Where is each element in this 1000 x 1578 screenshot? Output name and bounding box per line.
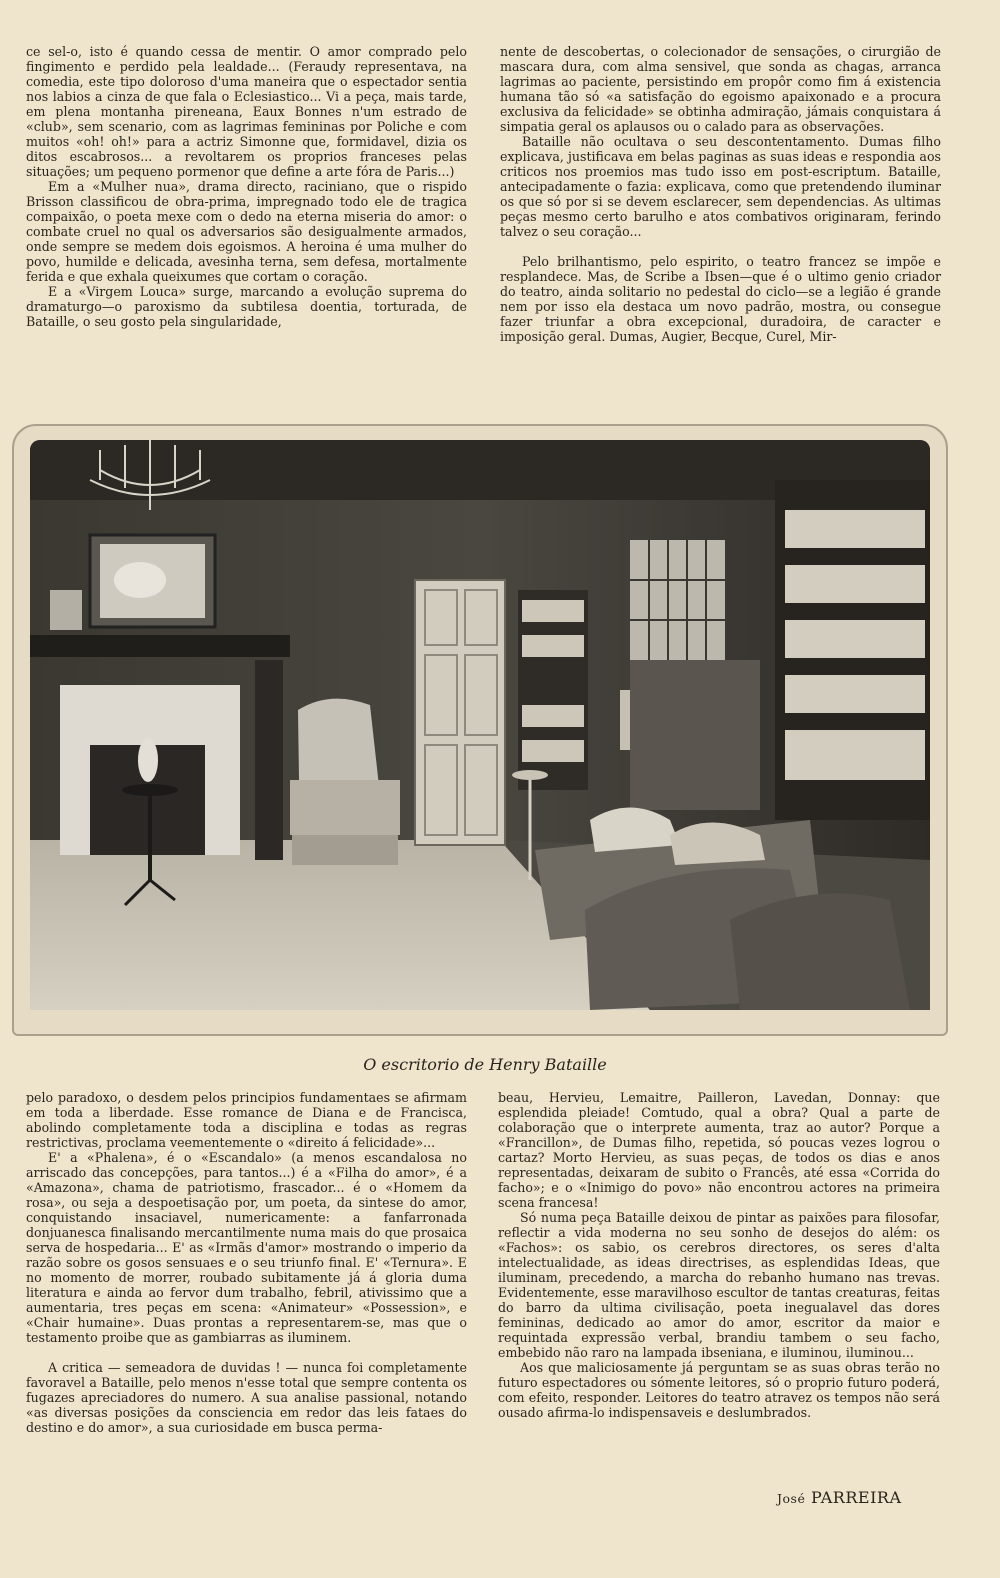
column-bottom-right [498, 1090, 940, 1420]
paragraph: Aos que maliciosamente já perguntam se as suas obras terão no futuro espectadores ou sómente leitores, só o proprio futuro poderá, com efeito, responder. Leitores do teatro atravez os tempos não será ousado afirma-lo indispensaveis e deslumbrados. [498, 1360, 940, 1420]
author-first-name: José [777, 1491, 806, 1506]
paragraph: A critica — semeadora de duvidas ! — nunca foi completamente favoravel a Bataille, pelo menos n'esse total que sempre contenta os fugazes apreciadores do numero. A sua analise passional, notando «as diversas posições da consciencia em redor das leis fataes do destino e do amor», a sua curiosidade em busca perma- [26, 1360, 467, 1435]
paragraph: beau, Hervieu, Lemaitre, Pailleron, Lavedan, Donnay: que esplendida pleiade! Comtudo, qual a obra? Qual a parte de colaboração que o interprete aumenta, traz ao autor? Porque a «Francillon», de Dumas filho, repetida, só poucas vezes logrou o cartaz? Morto Hervieu, as suas peças, de todos os dias e anos representadas, deixaram de subito o Francês, até essa «Corrida do facho»; e o «Inimigo do povo» não encontrou actores na primeira scena francesa! [498, 1090, 940, 1210]
paragraph: Em a «Mulher nua», drama directo, raciniano, que o rispido Brisson classificou de obra-prima, impregnado todo ele de tragica compaixão, o poeta mexe com o dedo na eterna miseria do amor: o combate cruel no qual os adversarios são desigualmente armados, onde sempre se medem dois egoismos. A heroina é uma mulher do povo, humilde e delicada, avesinha terna, sem defesa, mortalmente ferida e que exhala queixumes que cortam o coração. [26, 179, 467, 284]
author-last-name: PARREIRA [810, 1488, 902, 1507]
paragraph: nente de descobertas, o colecionador de sensações, o cirurgião de mascara dura, com alma sensivel, que sonda as chagas, arranca lagrimas ao paciente, persistindo em propôr como fim á existencia humana tão só «a satisfação do egoismo apaixonado e a procura exclusiva da felicidade» se obtinha admiração, jámais conquistara á simpatia geral os aplausos ou o calado para as observações. [500, 44, 941, 134]
photo-caption: O escritorio de Henry Bataille [363, 1055, 607, 1074]
paragraph: Pelo brilhantismo, pelo espirito, o teatro francez se impõe e resplandece. Mas, de Scribe a Ibsen—que é o ultimo genio criador do teatro, ainda solitario no pedestal do ciclo—se a legião é grande nem por isso ela destaca um novo padrão, mostra, ou consegue fazer triunfar a obra excepcional, duradoira, de caracter e imposição geral. Dumas, Augier, Becque, Curel, Mir- [500, 254, 941, 344]
paragraph: Bataille não ocultava o seu descontentamento. Dumas filho explicava, justificava em belas paginas as suas ideas e respondia aos criticos nos proemios mas tudo isso em post-escriptum. Bataille, antecipadamente o fazia: explicava, como que pretendendo iluminar os que só por si se devem esclarecer, sem dependencias. As ultimas peças mesmo certo barulho e atos combativos originaram, ferindo talvez o seu coração... [500, 134, 941, 239]
column-top-left [26, 44, 467, 329]
study-photograph [30, 440, 930, 1010]
paragraph: ce sel-o, isto é quando cessa de mentir. O amor comprado pelo fingimento e perdido pela lealdade... (Feraudy representava, na comedia, este tipo doloroso d'uma maneira que o espectador sentia nos labios a cinza de que fala o Eclesiastico... Vi a peça, mais tarde, em plena montanha pireneana, Eaux Bonnes n'um estrado de «club», sem scenario, com as lagrimas femininas por Poliche e com muitos «oh! oh!» para a actriz Simonne que, formidavel, dizia os ditos escabrosos... a revoltarem os proprios franceses pelas situações; um pequeno pormenor que define a arte fóra de Paris...) [26, 44, 467, 179]
column-bottom-left [26, 1090, 467, 1435]
paragraph: E a «Virgem Louca» surge, marcando a evolução suprema do dramaturgo—o paroxismo da subtilesa doentia, torturada, de Bataille, o seu gosto pela singularidade, [26, 284, 467, 329]
column-top-right [500, 44, 941, 344]
paragraph: pelo paradoxo, o desdem pelos principios fundamentaes se afirmam em toda a liberdade. Esse romance de Diana e de Francisca, abolindo completamente toda a disciplina e todas as regras restrictivas, proclama veementemente o «direito á felicidade»... [26, 1090, 467, 1150]
paragraph: E' a «Phalena», é o «Escandalo» (a menos escandalosa no arriscado das concepções, para tantos...) é a «Filha do amor», é a «Amazona», chama de patriotismo, frascador... é o «Homem da rosa», ou seja a despoetisação por, um poeta, da sintese do amor, conquistando insaciavel, numericamente: a fanfarronada donjuanesca finalisando mercantilmente numa mais do que prosaica serva de hospedaria... E' as «Irmãs d'amor» mostrando o imperio da razão sobre os gosos sensuaes e o seu triunfo final. E' «Ternura». E no momento de morrer, roubado subitamente já á gloria duma literatura e ainda ao fervor dum trabalho, febril, ativissimo que a aumentaria, tres peças em scena: «Animateur» «Possession», e «Chair humaine». Duas prontas a representarem-se, mas que o testamento proibe que as gambiarras as iluminem. [26, 1150, 467, 1345]
paragraph: Só numa peça Bataille deixou de pintar as paixões para filosofar, reflectir a vida moderna no seu sonho de desejos do além: os «Fachos»: os sabio, os cerebros directores, os seres d'alta intelectualidade, as ideas directrises, as esplendidas Ideas, que iluminam, precedendo, a marcha do rebanho humano nas trevas. Evidentemente, esse maravilhoso escultor de tantas creaturas, feitas do barro da ultima civilisação, poeta inegualavel das dores femininas, dedicado ao amor do amor, escritor da maior e requintada expressão verbal, brandiu tambem o seu facho, embebido não raro na lampada ibseniana, e iluminou, iluminou... [498, 1210, 940, 1360]
author-signature [777, 1488, 902, 1507]
